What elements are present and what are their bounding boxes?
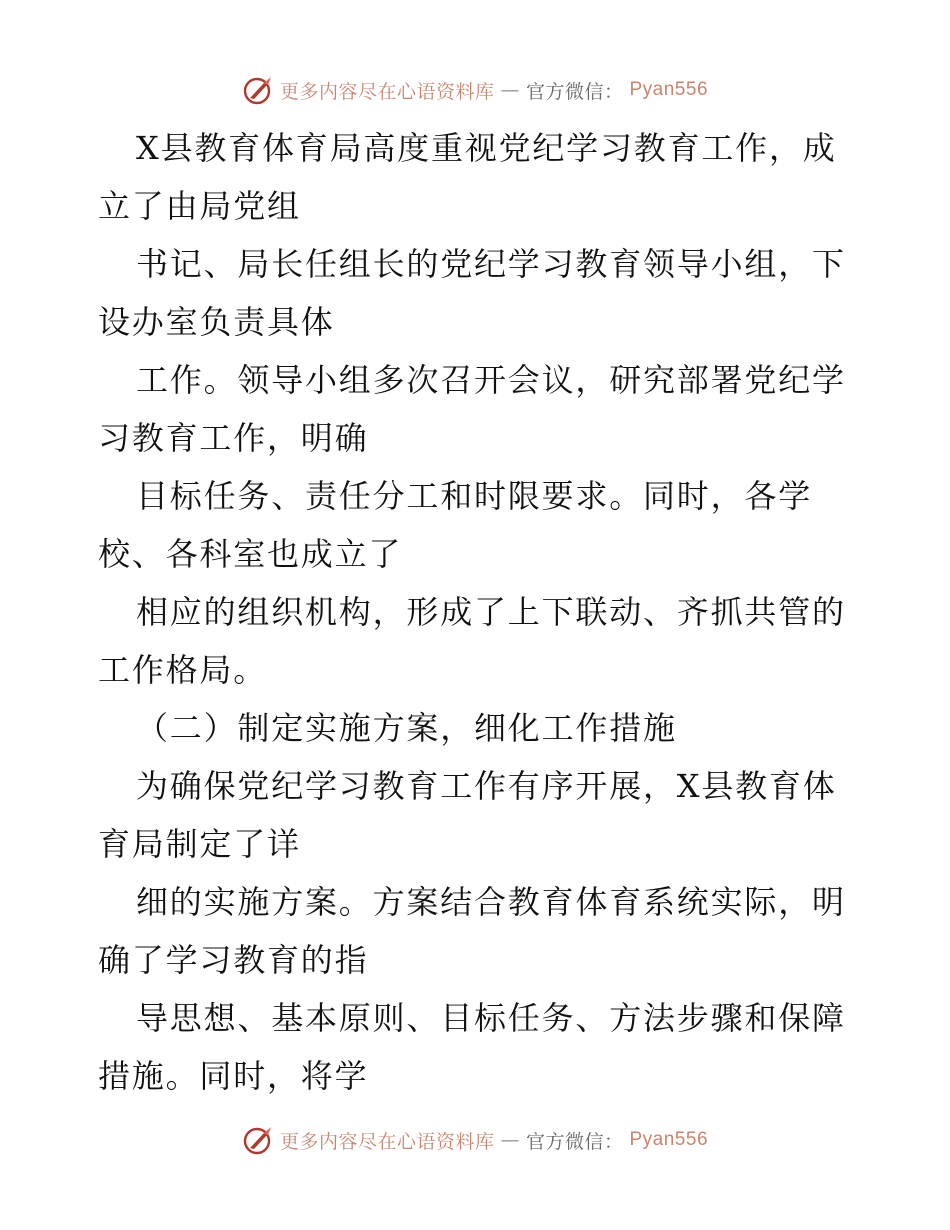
section-heading: （二）制定实施方案，细化工作措施: [136, 709, 677, 747]
paragraph-line: 工作。领导小组多次召开会议，研究部署党纪学: [136, 361, 846, 399]
paragraph-line: 校、各科室也成立了: [98, 535, 403, 573]
paragraph-line: 育局制定了详: [98, 825, 301, 863]
header-watermark: [0, 70, 950, 110]
paragraph-line: 目标任务、责任分工和时限要求。同时，各学: [136, 477, 813, 515]
footer-watermark: [0, 1120, 950, 1160]
paragraph-line: 立了由局党组: [98, 187, 301, 225]
quill-logo-icon: [242, 74, 274, 106]
paragraph-line: 确了学习教育的指: [98, 941, 369, 979]
watermark-wechat-label: 官方微信：: [525, 80, 624, 103]
watermark-text: 更多内容尽在心语资料库: [279, 80, 495, 103]
watermark-text: 更多内容尽在心语资料库: [279, 1130, 495, 1153]
quill-logo-icon: [242, 1124, 274, 1156]
watermark-dash: —: [500, 1129, 520, 1151]
watermark-wechat-id: Pyan556: [629, 79, 709, 100]
paragraph-line: 工作格局。: [98, 651, 268, 689]
watermark-wechat-label: 官方微信：: [525, 1130, 624, 1153]
paragraph-line: 导思想、基本原则、目标任务、方法步骤和保障: [136, 999, 846, 1037]
paragraph-line: 细的实施方案。方案结合教育体育系统实际，明: [136, 883, 846, 921]
paragraph-line: 相应的组织机构，形成了上下联动、齐抓共管的: [136, 593, 846, 631]
paragraph-line: 设办室负责具体: [98, 303, 335, 341]
paragraph-line: 为确保党纪学习教育工作有序开展，X县教育体: [136, 767, 837, 805]
watermark-dash: —: [500, 79, 520, 101]
watermark-wechat-id: Pyan556: [629, 1129, 709, 1150]
paragraph-line: X县教育体育局高度重视党纪学习教育工作，成: [136, 129, 837, 167]
paragraph-line: 书记、局长任组长的党纪学习教育领导小组，下: [136, 245, 846, 283]
document-body: [98, 119, 858, 1105]
paragraph-line: 习教育工作，明确: [98, 419, 369, 457]
paragraph-line: 措施。同时，将学: [98, 1057, 369, 1095]
